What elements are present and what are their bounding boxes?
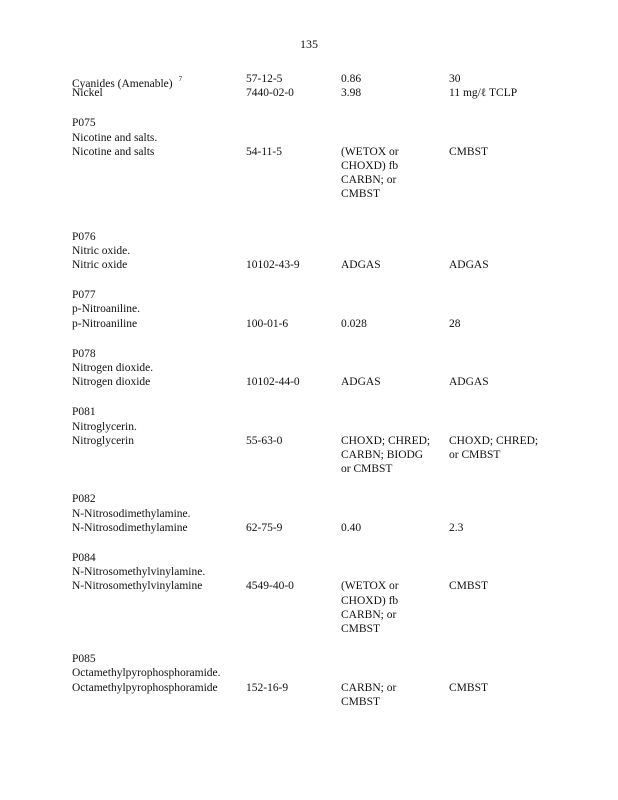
waste-code: P075 <box>72 117 96 130</box>
entry-heading: N-Nitrosomethylvinylamine. <box>72 566 206 579</box>
waste-code: P076 <box>72 230 96 243</box>
nonwastewater-value: ADGAS <box>449 258 489 271</box>
entry-heading: Nitroglycerin. <box>72 420 137 433</box>
constituent-name: Nitrogen dioxide <box>72 376 151 389</box>
cas-number: 10102-44-0 <box>246 376 300 389</box>
wastewater-value: 0.86 <box>341 73 362 85</box>
wastewater-value: ADGAS <box>341 376 381 389</box>
constituent-label: Nickel <box>72 87 103 100</box>
waste-code: P082 <box>72 493 96 506</box>
nonwastewater-value: or CMBST <box>449 448 501 461</box>
wastewater-value: 3.98 <box>341 87 362 100</box>
nonwastewater-value: ADGAS <box>449 376 489 389</box>
nonwastewater-standard <box>449 258 559 272</box>
wastewater-value: CARBN; or <box>341 608 397 621</box>
waste-entry <box>72 288 572 331</box>
footnote-ref: 7 <box>178 75 183 83</box>
nonwastewater-value: CMBST <box>449 580 488 593</box>
page-number: 135 <box>300 37 318 51</box>
wastewater-standard <box>341 317 441 331</box>
entry-heading: Nicotine and salts. <box>72 131 158 144</box>
nonwastewater-standard <box>449 579 559 593</box>
nonwastewater-standard <box>449 375 559 389</box>
wastewater-standard <box>341 579 441 636</box>
nonwastewater-standard <box>449 317 559 331</box>
wastewater-value: CHOXD) fb <box>341 159 399 172</box>
cas-number: 57-12-5 <box>246 73 283 85</box>
nonwastewater-value: CHOXD; CHRED; <box>449 434 539 447</box>
waste-code: P077 <box>72 289 96 302</box>
cas-number: 7440-02-0 <box>246 87 294 100</box>
wastewater-value: or CMBST <box>341 463 393 476</box>
waste-entry <box>72 347 572 390</box>
nonwastewater-standard <box>449 86 559 100</box>
waste-code: P081 <box>72 406 96 419</box>
waste-code: P078 <box>72 347 96 360</box>
cas-number: 54-11-5 <box>246 145 282 158</box>
wastewater-standard <box>341 145 441 202</box>
waste-code: P085 <box>72 653 96 666</box>
constituent-name: Nitroglycerin <box>72 434 134 447</box>
wastewater-standard <box>341 86 441 100</box>
nonwastewater-standard <box>449 681 559 695</box>
table-row <box>72 317 572 331</box>
cas-number: 55-63-0 <box>246 434 283 447</box>
table-row <box>72 434 572 477</box>
waste-entry <box>72 116 572 201</box>
wastewater-value: (WETOX or <box>341 145 399 158</box>
wastewater-standard <box>341 434 441 477</box>
wastewater-value: CMBST <box>341 188 380 201</box>
wastewater-standard <box>341 72 441 86</box>
wastewater-value: (WETOX or <box>341 580 399 593</box>
constituent-name: N-Nitrosomethylvinylamine <box>72 580 203 593</box>
nonwastewater-value: 2.3 <box>449 521 464 534</box>
wastewater-value: 0.028 <box>341 317 367 330</box>
wastewater-value: CARBN; or <box>341 174 397 187</box>
constituent-name: p-Nitroaniline <box>72 317 138 330</box>
table-row <box>72 72 572 90</box>
wastewater-value: CHOXD) fb <box>341 594 399 607</box>
wastewater-standard <box>341 521 441 535</box>
entry-heading: p-Nitroaniline. <box>72 303 141 316</box>
entry-heading: N-Nitrosodimethylamine. <box>72 507 191 520</box>
wastewater-value: CHOXD; CHRED; <box>341 434 431 447</box>
constituent-name <box>72 86 242 100</box>
nonwastewater-standard <box>449 434 559 462</box>
cas-number: 10102-43-9 <box>246 258 300 271</box>
constituent-name: Octamethylpyrophosphoramide <box>72 681 218 694</box>
table-row <box>72 579 572 636</box>
waste-entry <box>72 492 572 535</box>
wastewater-value: CMBST <box>341 695 380 708</box>
waste-entry <box>72 405 572 476</box>
waste-code: P084 <box>72 551 96 564</box>
waste-entry <box>72 230 572 273</box>
entry-heading: Nitric oxide. <box>72 244 131 257</box>
constituent-name: Nitric oxide <box>72 258 128 271</box>
entry-heading: Octamethylpyrophosphoramide. <box>72 667 221 680</box>
constituent-name: N-Nitrosodimethylamine <box>72 521 188 534</box>
nonwastewater-standard <box>449 72 559 86</box>
entry-heading: Nitrogen dioxide. <box>72 361 154 374</box>
nonwastewater-value: 11 mg/ℓ TCLP <box>449 87 518 100</box>
wastewater-standard <box>341 375 441 389</box>
wastewater-value: ADGAS <box>341 258 381 271</box>
nonwastewater-value: CMBST <box>449 145 488 158</box>
regulatory-table <box>72 72 572 709</box>
table-row <box>72 145 572 202</box>
wastewater-value: CMBST <box>341 622 380 635</box>
constituent-label: Cyanides (Amenable) <box>72 78 173 90</box>
table-row <box>72 258 572 272</box>
cas-number: 100-01-6 <box>246 317 289 330</box>
table-row <box>72 375 572 389</box>
nonwastewater-standard <box>449 145 559 159</box>
table-row <box>72 86 572 100</box>
wastewater-value: CARBN; or <box>341 681 397 694</box>
nonwastewater-value: 30 <box>449 73 461 85</box>
nonwastewater-value: 28 <box>449 317 461 330</box>
nonwastewater-value: CMBST <box>449 681 488 694</box>
waste-entry <box>72 652 572 709</box>
cas-number: 62-75-9 <box>246 521 283 534</box>
table-row <box>72 681 572 709</box>
cas-number: 4549-40-0 <box>246 580 294 593</box>
waste-entry <box>72 551 572 636</box>
cas-number: 152-16-9 <box>246 681 289 694</box>
wastewater-value: CARBN; BIODG <box>341 448 424 461</box>
constituent-name: Nicotine and salts <box>72 145 155 158</box>
table-row <box>72 521 572 535</box>
wastewater-value: 0.40 <box>341 521 362 534</box>
wastewater-standard <box>341 681 441 709</box>
nonwastewater-standard <box>449 521 559 535</box>
wastewater-standard <box>341 258 441 272</box>
